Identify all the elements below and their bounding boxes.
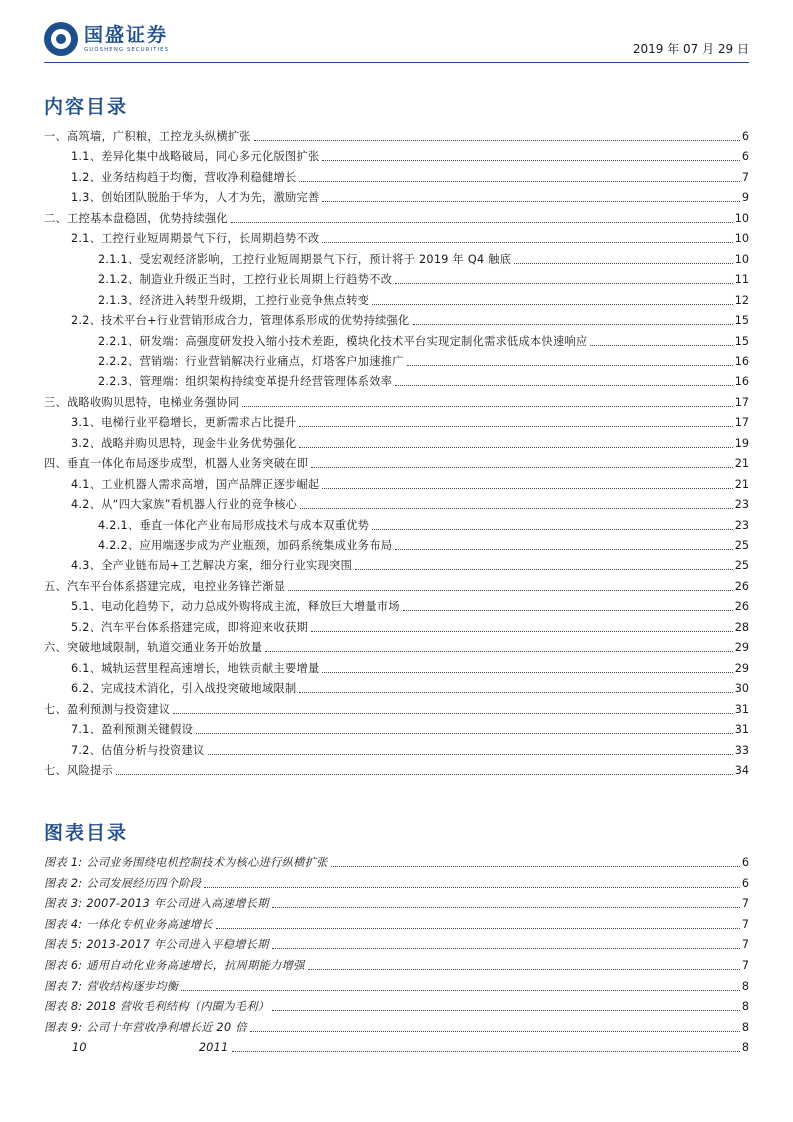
toc-entry[interactable] [44,513,749,533]
figure-label: 图表 4: [44,917,83,931]
report-date: 2019 年 07 月 29 日 [632,42,749,56]
figure-entry-page: 8 [741,1041,749,1055]
toc-entry[interactable] [44,308,749,328]
toc-entry[interactable] [44,697,749,717]
toc-entry-text: 3.2、战略并购贝思特，现金牛业务优势强化 [71,436,297,450]
figure-entry-text [44,1021,250,1035]
logo-en-text: GUOSHENG SECURITIES [84,47,170,53]
figure-entry-text [44,877,204,891]
figure-label: 10 [72,1041,87,1055]
figure-label: 图表 7: [44,979,83,993]
toc-entry[interactable] [44,472,749,492]
leader-dots [395,548,733,550]
page-header [44,18,749,63]
leader-dots [232,1050,740,1052]
leader-dots [322,671,732,673]
figure-caption: 一体化专机业务高速增长 [86,917,213,931]
toc-entry-text: 2.2.3、管理端：组织架构持续变革提升经营管理体系效率 [98,375,393,389]
toc-entry[interactable] [44,369,749,389]
toc-entry[interactable] [44,410,749,430]
leader-dots [181,989,740,991]
figure-entry-text [44,938,272,952]
toc-entry-page: 34 [734,763,749,777]
figure-entry[interactable] [44,912,749,932]
toc-entry-page: 26 [734,579,749,593]
leader-dots [250,1030,740,1032]
toc-entry-page: 16 [734,375,749,389]
figure-caption: 2013-2017 年公司进入平稳增长期 [86,938,269,952]
toc-entry-page: 31 [734,723,749,737]
figure-entry-page: 7 [741,959,749,972]
toc-entry[interactable] [44,676,749,696]
toc-entry-text: 7.1、盈利预测关键假设 [71,723,194,737]
toc-entry-page: 10 [734,252,749,266]
toc-entry-text: 4.2、从“四大家族”看机器人行业的竞争核心 [71,498,298,512]
leader-dots [590,344,732,346]
toc-entry[interactable] [44,124,749,144]
leader-dots [299,691,732,693]
toc-entry-page: 15 [734,334,749,348]
figure-entry-page: 8 [741,979,749,993]
leader-dots [395,384,733,386]
figure-label: 图表 6: [44,959,83,972]
leader-dots [208,753,733,755]
figure-label: 图表 1: [44,856,83,869]
leader-dots [403,609,733,611]
leader-dots [299,180,739,182]
toc-entry[interactable] [44,165,749,185]
toc-entry-text: 5.2、汽车平台体系搭建完成，即将迎来收获期 [71,620,308,634]
toc-entry-page: 17 [734,395,749,409]
figure-entry-text [44,1000,272,1014]
leader-dots [372,528,733,530]
toc-entry-page: 25 [734,539,749,552]
toc-entry[interactable] [44,451,749,471]
toc-entry[interactable] [44,574,749,594]
toc-entry-text: 2.2.1、研发端：高强度研发投入缩小技术差距，模块化技术平台实现定制化需求低成本快速响应 [98,334,588,348]
figure-label: 图表 5: [44,938,83,952]
toc-entry-text: 2.1.3、经济进入转型升级期，工控行业竞争焦点转变 [98,293,370,307]
toc-entry-text: 2.1.1、受宏观经济影响，工控行业短周期景气下行，预计将于 2019 年 Q4 触底 [98,252,512,266]
toc-entry-page: 16 [734,354,749,368]
figure-entry[interactable] [44,994,749,1014]
toc-entry-page: 17 [734,416,749,430]
figure-entry-text [44,918,216,932]
figure-entry-page: 7 [741,938,749,952]
figure-caption: 公司业务围绕电机控制技术为核心进行纵横扩张 [86,856,328,869]
leader-dots [272,906,740,908]
toc-entry[interactable] [44,144,749,164]
toc-entry-text: 7.2、估值分析与投资建议 [71,743,205,757]
toc-entry-page: 29 [734,661,749,675]
toc-entry-text: 1.2、业务结构趋于均衡，营收净利稳健增长 [71,170,297,184]
toc-entry-text: 5.1、电动化趋势下，动力总成外购将成主流，释放巨大增量市场 [71,600,400,614]
figure-caption: 2007-2013 年公司进入高速增长期 [86,897,269,911]
toc-entry-page: 23 [734,518,749,532]
figure-entry-page: 7 [741,917,749,931]
toc-entry[interactable] [44,492,749,512]
toc-entry[interactable] [44,717,749,737]
toc-entry[interactable] [44,390,749,410]
toc-entry[interactable] [44,758,749,778]
figure-entry[interactable] [44,1015,749,1035]
toc-entry-page: 23 [734,498,749,512]
toc-entry-text: 六、突破地域限制，轨道交通业务开始放量 [44,641,263,655]
toc-entry-text: 2.1、工控行业短周期景气下行，长周期趋势不改 [71,232,320,246]
toc-entry[interactable] [44,594,749,614]
leader-dots [322,159,739,161]
leader-dots [331,865,740,867]
leader-dots [216,927,740,929]
leader-dots [311,466,733,468]
figure-entry-page: 8 [741,1020,749,1034]
toc-entry[interactable] [44,288,749,308]
figure-caption: 营收结构逐步均衡 [86,979,179,993]
toc-entry-page: 31 [734,702,749,716]
toc-entry-text: 2.1.2、制造业升级正当时，工控行业长周期上行趋势不改 [98,273,393,287]
toc-entry-page: 10 [734,211,749,225]
leader-dots [395,282,733,284]
toc-entry[interactable] [44,635,749,655]
toc-entry-text: 2.2.2、营销端：行业营销解决行业痛点，灯塔客户加速推广 [98,354,404,368]
figure-caption: 2018 营收毛利结构（内圈为毛利） [86,1000,270,1014]
figure-entry[interactable] [44,850,749,870]
toc-entry-page: 29 [734,641,749,655]
toc-entry[interactable] [44,553,749,573]
toc-entry[interactable] [44,533,749,553]
toc-entry-page: 11 [734,273,749,287]
toc-entry[interactable] [44,226,749,246]
toc-entry-text: 6.2、完成技术消化，引入战投突破地域限制 [71,682,297,696]
leader-dots [322,200,739,202]
toc-entry-text: 一、高筑墙，广积粮，工控龙头纵横扩张 [44,130,251,143]
toc-entry-text: 1.1、差异化集中战略破局，同心多元化版图扩张 [71,150,320,164]
leader-dots [272,1009,740,1011]
toc-entry-text: 四、垂直一体化布局逐步成型，机器人业务突破在即 [44,457,309,471]
figure-entry[interactable] [44,1035,749,1055]
toc-entry-page: 6 [741,150,749,164]
figure-entry-page: 8 [741,1000,749,1014]
toc-entry[interactable] [44,329,749,349]
leader-dots [300,507,733,509]
figure-entry[interactable] [44,932,749,952]
leader-dots [413,323,733,325]
figure-label: 图表 8: [44,1000,83,1014]
leader-dots [196,732,733,734]
leader-dots [308,968,740,970]
leader-dots [299,425,732,427]
toc-entry-text: 4.3、全产业链布局+工艺解决方案，细分行业实现突围 [71,559,353,573]
company-logo [44,22,169,56]
toc-entry-page: 9 [741,191,749,205]
toc-entry-page: 10 [734,232,749,246]
toc-entry-text: 三、战略收购贝思特，电梯业务强协同 [44,395,240,409]
figure-entry-page: 7 [741,897,749,911]
toc-entry-page: 28 [734,620,749,634]
leader-dots [311,630,733,632]
figure-entry-page: 6 [741,856,749,869]
figure-entry-text [44,1041,232,1055]
figures-title: 图表目录 [44,822,129,844]
toc-entry-text: 五、汽车平台体系搭建完成，电控业务锋芒渐显 [44,579,286,593]
toc-entry-page: 12 [734,293,749,307]
figure-entry-text [44,856,331,870]
leader-dots [173,712,732,714]
figure-entry[interactable] [44,974,749,994]
toc-entry-text: 4.2.1、垂直一体化产业布局形成技术与成本双重优势 [98,518,370,532]
leader-dots [322,487,732,489]
leader-dots [254,139,740,141]
toc-entry[interactable] [44,206,749,226]
leader-dots [242,405,732,407]
leader-dots [231,221,733,223]
figure-entry[interactable] [44,953,749,973]
toc-entry-page: 6 [741,130,749,143]
leader-dots [265,650,732,652]
figure-caption: 通用自动化业务高速增长，抗周期能力增强 [86,959,305,972]
toc-entry-text: 七、风险提示 [44,763,113,777]
leader-dots [372,303,733,305]
toc-entry-text: 1.3、创始团队脱胎于华为，人才为先，激励完善 [71,191,320,205]
toc-entry[interactable] [44,656,749,676]
leader-dots [322,241,732,243]
toc-entry-page: 7 [741,170,749,184]
toc-entry-page: 19 [734,436,749,450]
toc-entry-page: 25 [734,559,749,573]
toc-entry-text: 4.2.2、应用端逐步成为产业瓶颈，加码系统集成业务布局 [98,539,393,552]
toc-entry-page: 26 [734,600,749,614]
toc-entry-page: 30 [734,682,749,696]
toc-entry-page: 15 [734,314,749,328]
toc-entry[interactable] [44,349,749,369]
toc-title: 内容目录 [44,96,129,118]
toc-entry-page: 21 [734,457,749,471]
leader-dots [355,568,733,570]
toc-entry-text: 3.1、电梯行业平稳增长，更新需求占比提升 [71,416,297,430]
figure-caption: 公司十年营收净利增长近 20 倍 [86,1020,247,1034]
toc-entry-page: 21 [734,477,749,491]
toc-entry[interactable] [44,431,749,451]
figure-caption: 公司发展经历四个阶段 [86,876,202,890]
figure-caption: 2011 [198,1041,229,1055]
figure-label: 图表 2: [44,876,83,890]
logo-mark-icon [44,22,78,56]
figure-entry-page: 6 [741,876,749,890]
figure-label: 图表 3: [44,897,83,911]
leader-dots [288,589,733,591]
toc-entry-text: 二、工控基本盘稳固，优势持续强化 [44,211,228,225]
toc-entry-text: 4.1、工业机器人需求高增，国产品牌正逐步崛起 [71,477,320,491]
toc-entry[interactable] [44,247,749,267]
figure-entry[interactable] [44,871,749,891]
toc-entry-page: 33 [734,743,749,757]
leader-dots [204,886,740,888]
toc-entry[interactable] [44,185,749,205]
figure-entry[interactable] [44,891,749,911]
toc-entry[interactable] [44,267,749,287]
figure-label: 图表 9: [44,1020,83,1034]
logo-cn-text: 国盛证券 [84,24,169,46]
toc-entry-text: 七、盈利预测与投资建议 [44,702,171,716]
leader-dots [514,262,733,264]
toc-entry-text: 2.2、技术平台+行业营销形成合力，管理体系形成的优势持续强化 [71,314,410,328]
leader-dots [272,947,740,949]
figure-entry-text [44,959,308,973]
toc-entry-text: 6.1、城轨运营里程高速增长，地铁贡献主要增量 [71,661,320,675]
figure-entry-text [44,897,272,911]
toc-entry[interactable] [44,615,749,635]
figure-entry-text [44,980,181,994]
toc-entry[interactable] [44,738,749,758]
leader-dots [407,364,733,366]
leader-dots [299,446,732,448]
leader-dots [116,773,733,775]
